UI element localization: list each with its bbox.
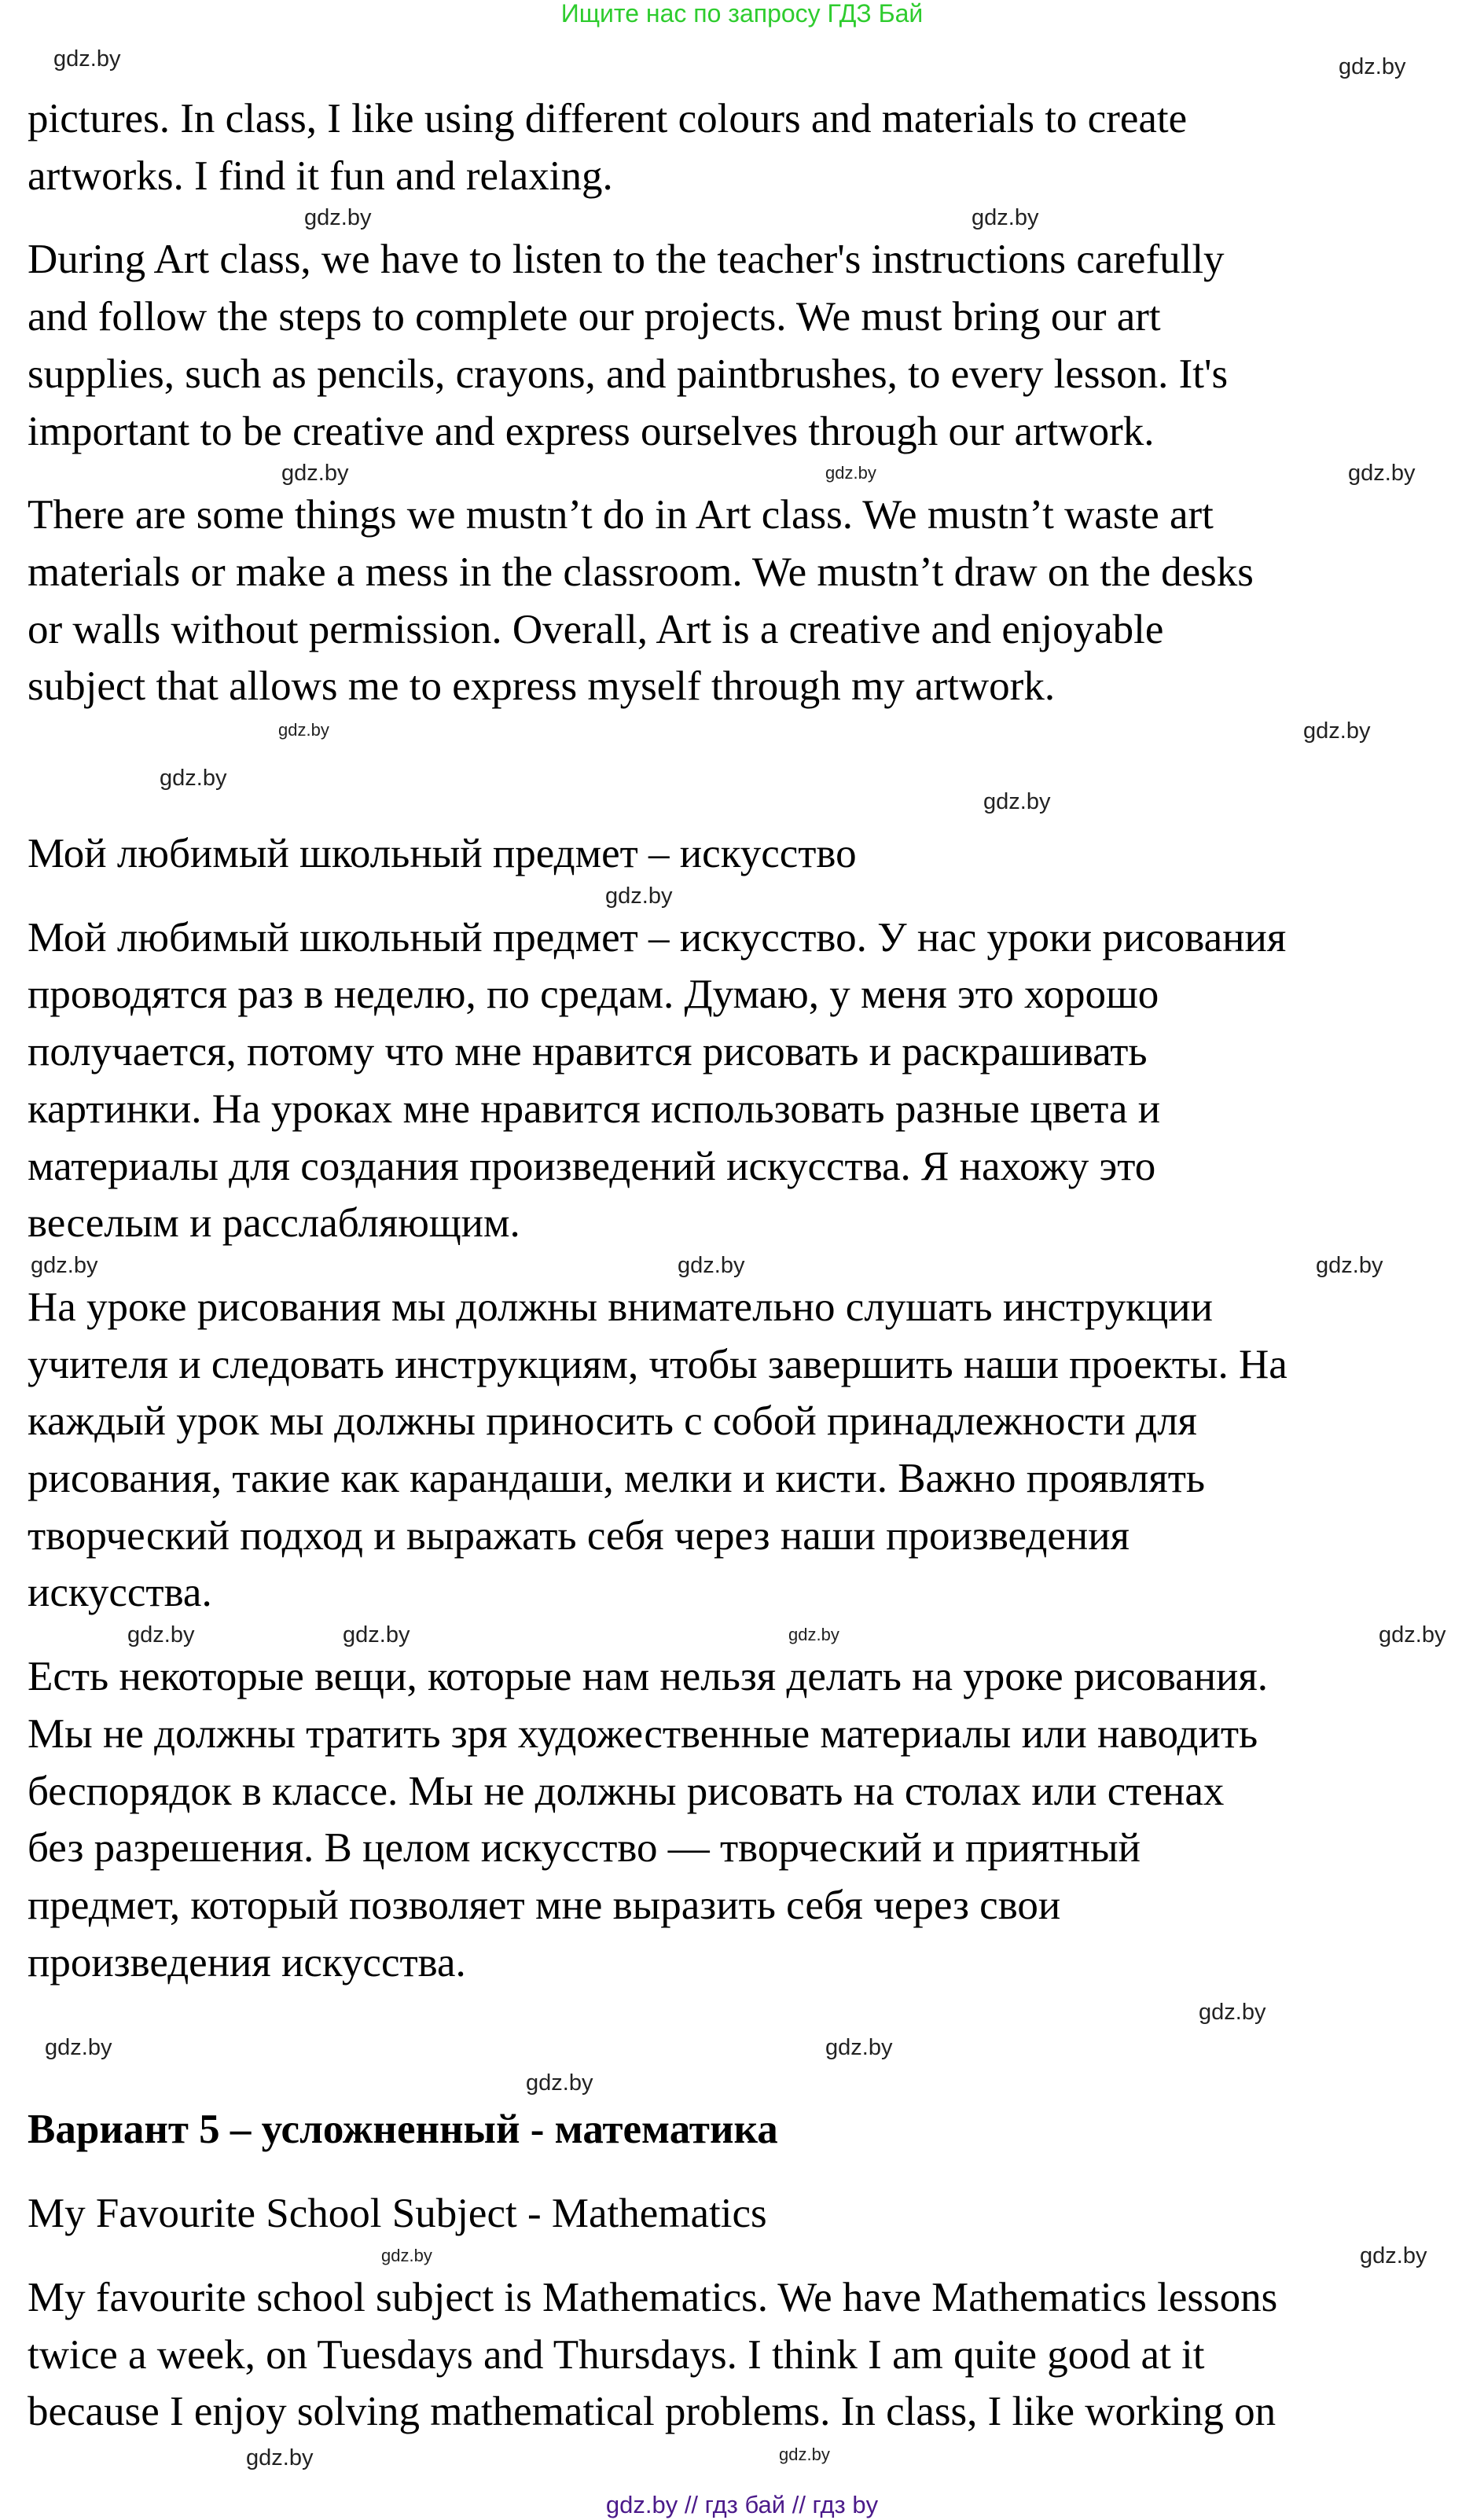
paragraph <box>28 487 1287 715</box>
text-line: materials or make a mess in the classroom. We mustn’t draw on the desks <box>28 549 1254 595</box>
paragraph <box>28 1279 1287 1622</box>
text-line: произведения искусства. <box>28 1939 466 1986</box>
text-line: проводятся раз в неделю, по средам. Думаю, у меня это хорошо <box>28 972 1159 1018</box>
subheading <box>28 825 1287 883</box>
watermark: gdz.by <box>825 2035 893 2060</box>
watermark: gdz.by <box>678 1253 745 1278</box>
watermark: gdz.by <box>788 1625 839 1644</box>
watermark: gdz.by <box>304 205 372 230</box>
watermark: gdz.by <box>160 766 227 791</box>
watermark: gdz.by <box>53 46 121 72</box>
text-line: subject that allows me to express myself through my artwork. <box>28 663 1056 710</box>
footer-links[interactable]: gdz.by // гдз бай // гдз by <box>605 2491 879 2518</box>
watermark: gdz.by <box>605 883 673 909</box>
text-line: каждый урок мы должны приносить с собой принадлежности для <box>28 1398 1197 1445</box>
paragraph <box>28 231 1287 460</box>
text-line: картинки. На уроках мне нравится использовать разные цвета и <box>28 1086 1161 1132</box>
text-line: материалы для создания произведений искусства. Я нахожу это <box>28 1143 1156 1189</box>
watermark: gdz.by <box>1348 461 1416 486</box>
text-line: искусства. <box>28 1570 212 1616</box>
text-line: Мы не должны тратить зря художественные материалы или наводить <box>28 1710 1258 1757</box>
search-banner[interactable]: Ищите нас по запросу ГДЗ Бай <box>560 0 924 28</box>
watermark: gdz.by <box>983 789 1051 814</box>
text-line: My Favourite School Subject - Mathematics <box>28 2191 767 2237</box>
text-line: Мой любимый школьный предмет – искусство <box>28 831 857 877</box>
text-line: During Art class, we have to listen to the teacher's instructions carefully <box>28 237 1225 283</box>
text-line: учителя и следовать инструкциям, чтобы завершить наши проекты. На <box>28 1341 1287 1387</box>
watermark: gdz.by <box>526 2070 593 2096</box>
watermark: gdz.by <box>1316 1253 1383 1278</box>
text-line: получается, потому что мне нравится рисовать и раскрашивать <box>28 1029 1148 1075</box>
text-line: pictures. In class, I like using different colours and materials to create <box>28 96 1188 141</box>
text-line: творческий подход и выражать себя через наши произведения <box>28 1512 1130 1559</box>
watermark: gdz.by <box>825 463 876 483</box>
text-line: artworks. I find it fun and relaxing. <box>28 152 613 199</box>
watermark: gdz.by <box>1379 1622 1446 1648</box>
watermark: gdz.by <box>1199 2000 1266 2025</box>
paragraph <box>28 909 1287 1252</box>
text-line: беспорядок в классе. Мы не должны рисовать на столах или стенах <box>28 1768 1225 1814</box>
watermark: gdz.by <box>1360 2243 1427 2268</box>
paragraph <box>28 1648 1287 1991</box>
watermark: gdz.by <box>246 2445 314 2470</box>
watermark: gdz.by <box>1303 718 1371 744</box>
text-line: My favourite school subject is Mathematics. We have Mathematics lessons <box>28 2274 1278 2320</box>
watermark: gdz.by <box>45 2035 112 2060</box>
text-line: or walls without permission. Overall, Art is a creative and enjoyable <box>28 606 1164 652</box>
text-line: рисования, такие как карандаши, мелки и кисти. Важно проявлять <box>28 1456 1206 1502</box>
text-line: There are some things we mustn’t do in Art class. We mustn’t waste art <box>28 492 1214 538</box>
text-line: веселым и расслабляющим. <box>28 1200 520 1247</box>
watermark: gdz.by <box>278 720 329 740</box>
paragraph <box>28 2269 1287 2441</box>
watermark: gdz.by <box>381 2246 432 2265</box>
document-body <box>28 90 1287 2441</box>
watermark: gdz.by <box>343 1622 410 1648</box>
watermark: gdz.by <box>281 461 349 486</box>
text-line: Есть некоторые вещи, которые нам нельзя делать на уроке рисования. <box>28 1654 1269 1700</box>
text-line: На уроке рисования мы должны внимательно слушать инструкции <box>28 1284 1214 1330</box>
section-heading <box>28 2101 1287 2158</box>
watermark: gdz.by <box>779 2445 830 2464</box>
text-line: без разрешения. В целом искусство — творческий и приятный <box>28 1825 1141 1872</box>
text-line: important to be creative and express ourselves through our artwork. <box>28 408 1155 454</box>
text-line: supplies, such as pencils, crayons, and paintbrushes, to every lesson. It's <box>28 351 1229 397</box>
watermark: gdz.by <box>127 1622 195 1648</box>
text-line: twice a week, on Tuesdays and Thursdays. I think I am quite good at it <box>28 2331 1205 2378</box>
paragraph <box>28 90 1287 204</box>
text-line: because I enjoy solving mathematical problems. In class, I like working on <box>28 2389 1276 2435</box>
text-line: Мой любимый школьный предмет – искусство. У нас уроки рисования <box>28 914 1287 961</box>
text-line: предмет, который позволяет мне выразить себя через свои <box>28 1882 1061 1928</box>
watermark: gdz.by <box>1339 54 1406 79</box>
text-line: Вариант 5 – усложненный - математика <box>28 2107 778 2153</box>
subheading <box>28 2185 1287 2243</box>
watermark: gdz.by <box>31 1253 98 1278</box>
watermark: gdz.by <box>972 205 1039 230</box>
text-line: and follow the steps to complete our projects. We must bring our art <box>28 294 1161 340</box>
